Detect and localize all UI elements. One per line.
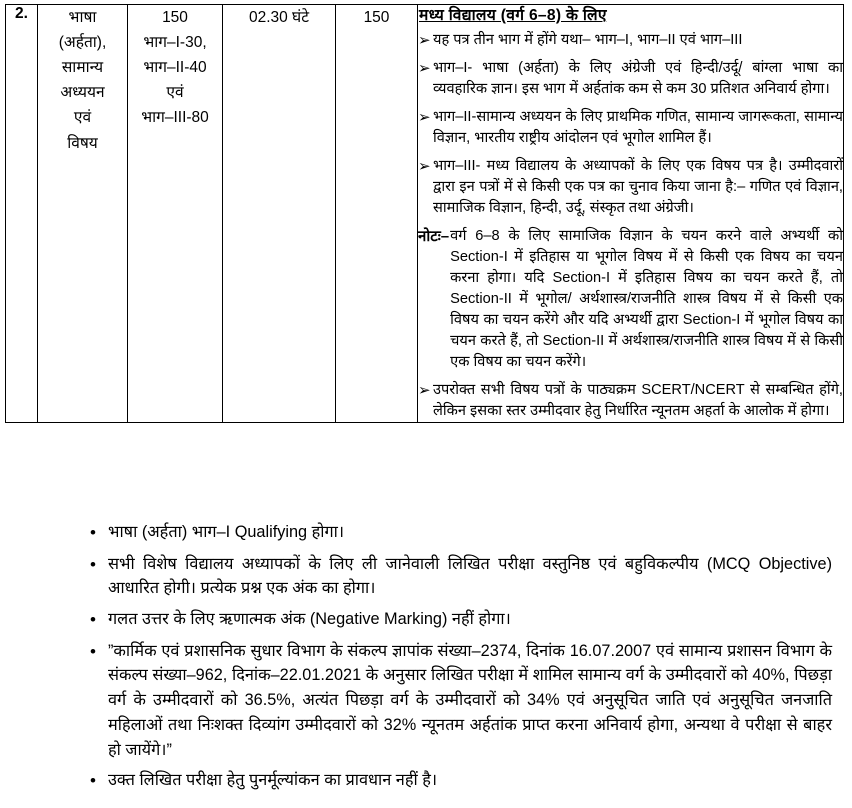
subject-line: सामान्य: [61, 59, 104, 77]
description-point: [418, 107, 843, 149]
description-point-text: भाग–I- भाषा (अर्हता) के लिए अंग्रेजी एवं हिन्दी/उर्दू/ बांग्ला भाषा का व्यवहारिक ज्ञान। इस भाग में अर्हतांक कम से कम 30 प्रतिशत अनिवार्य होगा।: [433, 60, 843, 98]
list-item-text: गलत उत्तर के लिए ऋणात्मक अंक (Negative Marking) नहीं होगा।: [108, 610, 511, 629]
bullet-dot-icon: •: [90, 554, 96, 574]
arrow-bullet-icon: ➢: [418, 59, 431, 78]
exam-scheme-table: [5, 4, 844, 423]
description-heading: मध्य विद्यालय (वर्ग 6–8) के लिए: [419, 7, 607, 24]
list-item-text: भाषा (अर्हता) भाग–I Qualifying होगा।: [108, 523, 345, 541]
subject-line: अध्ययन: [60, 84, 105, 102]
description-point-text: भाग–II-सामान्य अध्ययन के लिए प्राथमिक गणित, सामान्य जागरूकता, सामान्य विज्ञान, भारतीय राष्ट्रीय आंदोलन एवं भूगोल शामिल हैं।: [433, 109, 843, 147]
arrow-bullet-icon: ➢: [418, 108, 431, 127]
marks-line: भाग–I-30,: [143, 34, 207, 52]
notes-bullet-list: [0, 520, 852, 800]
cell-serial-number: 2.: [6, 5, 38, 423]
cell-description: [418, 5, 844, 423]
description-point: [418, 380, 843, 422]
description-point: [418, 30, 843, 51]
description-note: [418, 226, 843, 373]
marks-line: 150: [162, 9, 188, 26]
bullet-dot-icon: •: [90, 523, 96, 542]
list-item: [0, 768, 840, 794]
bullet-dot-icon: •: [90, 641, 96, 661]
table-row: [6, 5, 844, 423]
list-item-text: सभी विशेष विद्यालय अध्यापकों के लिए ली जानेवाली लिखित परीक्षा वस्तुनिष्ठ एवं बहुविकल्पीय (MCQ Objective) आधारित होगी। प्रत्येक प्रश्न एक अंक का होगा।: [108, 554, 832, 598]
note-label: नोटः–: [418, 228, 450, 246]
marks-line: भाग–II-40: [143, 59, 207, 77]
bullet-dot-icon: •: [90, 610, 96, 630]
list-item: [0, 639, 840, 763]
marks-line: भाग–III-80: [141, 109, 209, 127]
subject-line: एवं: [73, 109, 92, 127]
cell-subject: [38, 5, 128, 423]
cell-duration: 02.30 घंटे: [223, 5, 336, 423]
marks-line: एवं: [166, 84, 184, 102]
note-text: वर्ग 6–8 के लिए सामाजिक विज्ञान के चयन करने वाले अभ्यर्थी को Section-I में इतिहास या भूगोल विषय में से किसी एक विषय का चयन करना होगा। यदि Section-I में इतिहास विषय का चयन करते हैं, तो Section-II में भूगोल/ अर्थशास्त्र/राजनीति शास्त्र विषय में से किसी एक विषय का चयन करेंगे और यदि अभ्यर्थी द्वारा Section-I में भूगोल विषय का चयन करते हैं, तो Section-II में अर्थशास्त्र/राजनीति शास्त्र विषय में से किसी एक विषय का चयन करेंगे।: [450, 228, 843, 371]
cell-question-count: 150: [336, 5, 418, 423]
cell-marks: [128, 5, 223, 423]
list-item: [0, 607, 840, 633]
arrow-bullet-icon: ➢: [418, 30, 431, 49]
list-item-text: उक्त लिखित परीक्षा हेतु पुनर्मूल्यांकन का प्रावधान नहीं है।: [108, 771, 438, 790]
subject-line: भाषा: [68, 9, 97, 26]
list-item-text: ”कार्मिक एवं प्रशासनिक सुधार विभाग के संकल्प ज्ञापांक संख्या–2374, दिनांक 16.07.2007 एवं सामान्य प्रशासन विभाग के संकल्प संख्या–962, दिनांक–22.01.2021 के अनुसार लिखित परीक्षा में शामिल सामान्य वर्ग के उम्मीदवारों को 40%, पिछड़ा वर्ग के उम्मीदवारों को 36.5%, अत्यंत पिछड़ा वर्ग के उम्मीदवारों को 34% एवं अनुसूचित जाति एवं अनुसूचित जनजाति महिलाओं तथा निःशक्त दिव्यांग उम्मीदवारों को 32% न्यूनतम अर्हतांक प्राप्त करना अनिवार्य होगा, अन्यथा वे परीक्षा से बाहर हो जायेंगे।”: [108, 641, 832, 759]
list-item: [0, 552, 840, 602]
subject-line: विषय: [67, 134, 98, 152]
description-point-text: भाग–III- मध्य विद्यालय के अध्यापकों के लिए एक विषय पत्र है। उम्मीदवारों द्वारा इन पत्रों में से किसी एक पत्र का चुनाव किया जाना है:– गणित एवं विज्ञान, सामाजिक विज्ञान, हिन्दी, उर्दू, संस्कृत तथा अंग्रेजी।: [433, 158, 843, 217]
description-point: [418, 156, 843, 219]
description-point-text: यह पत्र तीन भाग में होंगे यथा– भाग–I, भाग–II एवं भाग–III: [433, 31, 743, 48]
list-item: [0, 520, 840, 546]
arrow-bullet-icon: ➢: [418, 157, 431, 176]
description-point: [418, 58, 843, 100]
description-point-text: उपरोक्त सभी विषय पत्रों के पाठ्यक्रम SCERT/NCERT से सम्बन्धित होंगे, लेकिन इसका स्तर उम्मीदवार हेतु निर्धारित न्यूनतम अहर्ता के आलोक में होगा।: [433, 382, 843, 420]
bullet-dot-icon: •: [90, 771, 96, 791]
arrow-bullet-icon: ➢: [418, 381, 431, 400]
subject-line: (अर्हता),: [58, 34, 107, 52]
